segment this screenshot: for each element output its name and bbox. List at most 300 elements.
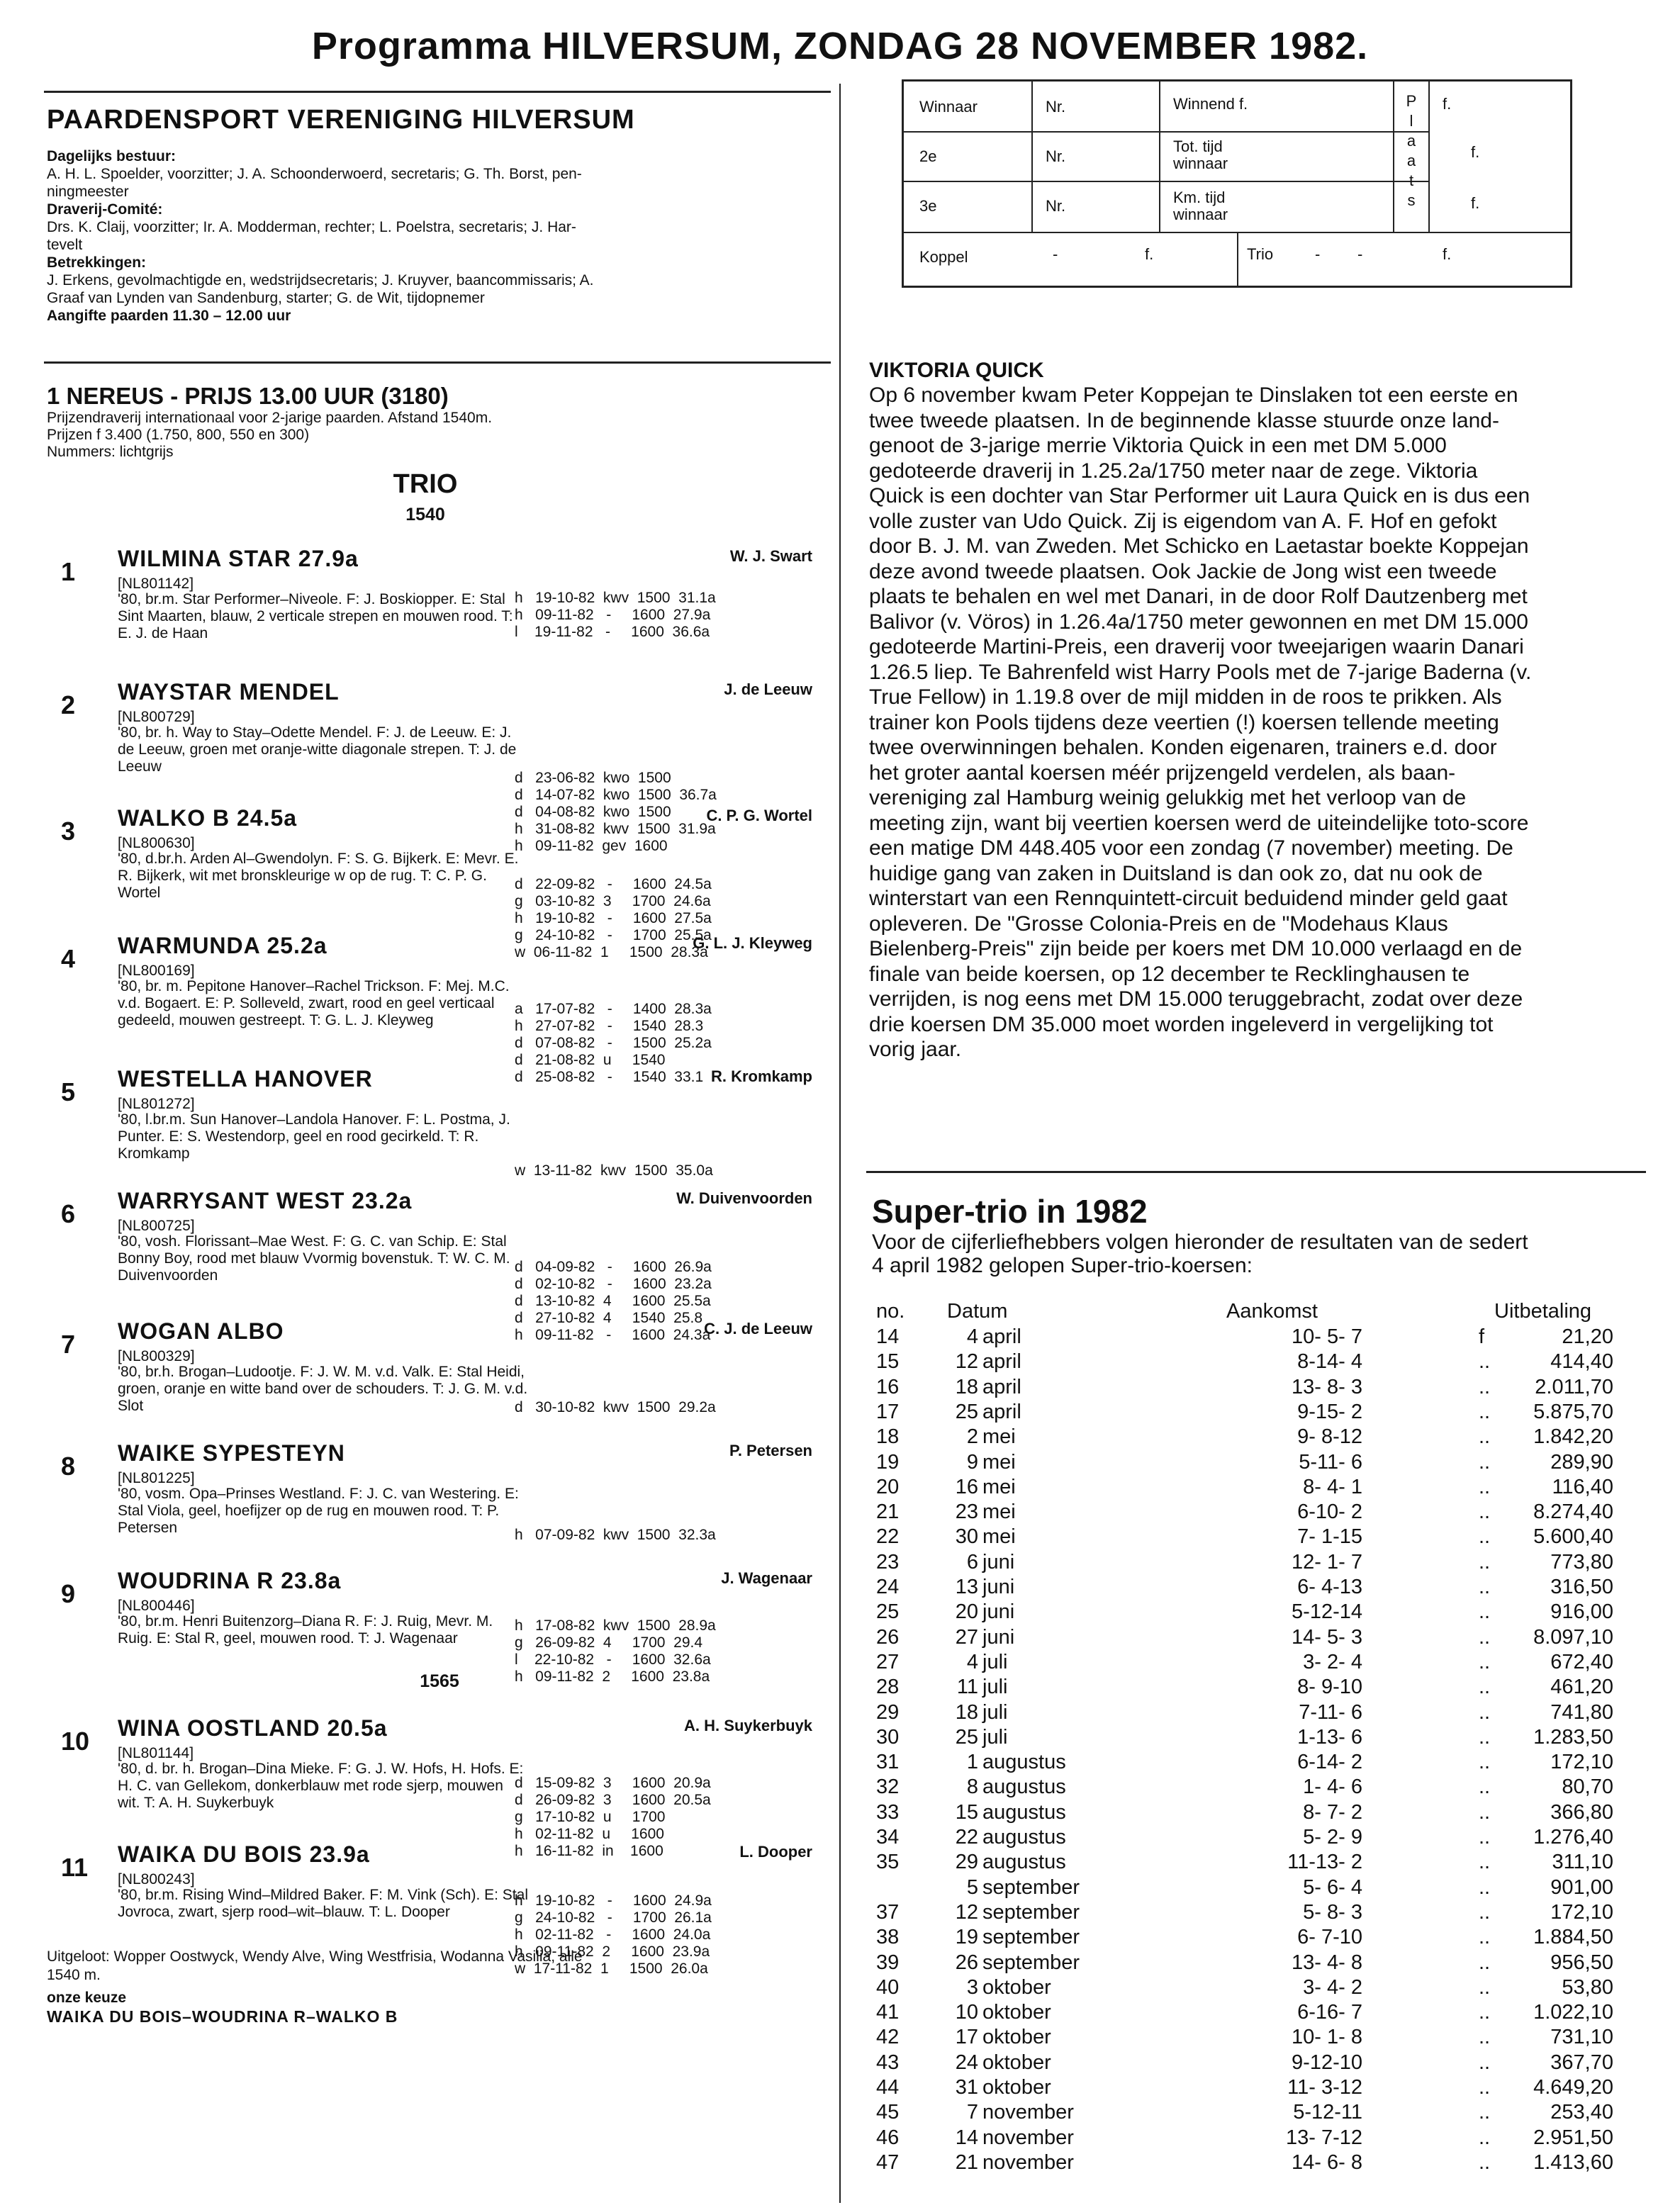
divider: [44, 91, 831, 93]
row-uitbetaling: 741,80: [1550, 1700, 1613, 1724]
horse-code: [NL800729]: [118, 709, 195, 725]
row-aankomst: 6-14- 2: [1297, 1751, 1362, 1774]
row-currency: ..: [1479, 1776, 1491, 1799]
supertrio-header: [872, 1192, 1616, 1277]
row-currency: ..: [1479, 1400, 1491, 1423]
distance-1565: 1565: [420, 1671, 459, 1691]
f-label: f.: [1471, 143, 1480, 161]
article-line: een matige DM 448.405 voor een zondag (7 november) meeting. De: [869, 836, 1513, 860]
row-month: november: [982, 2150, 1074, 2174]
article-line: genoot de 3-jarige merrie Viktoria Quick in een met DM 5.000: [869, 434, 1447, 457]
row-aankomst: 6- 4-13: [1297, 1576, 1362, 1598]
row-currency: ..: [1479, 1650, 1491, 1673]
row-day: 26: [955, 1951, 978, 1974]
performance-line: d 04-08-82 kwo 1500: [515, 804, 671, 820]
row-no: 44: [876, 2076, 900, 2099]
horse-entry: [47, 1440, 819, 1575]
article-line: True Fellow) in 1.19.8 over de mijl midden in de roos te prikken. Als: [869, 685, 1502, 709]
horse-number: 6: [61, 1199, 76, 1228]
horse-number: 11: [61, 1853, 89, 1882]
result-form: [902, 79, 1572, 288]
performance-line: g 26-09-82 4 1700 29.4: [515, 1634, 703, 1651]
article-line: volle zuster van Udo Quick. Zij is eigendom van A. F. Hof en gefokt: [869, 509, 1497, 533]
article-line: huidige gang van zaken in Duitsland is dan ook zo, dat nu ook de: [869, 861, 1483, 885]
row-aankomst: 3- 2- 4: [1303, 1650, 1362, 1673]
row-month: september: [982, 1875, 1080, 1899]
horse-code: [NL801142]: [118, 576, 194, 592]
row-no: 23: [876, 1550, 900, 1574]
row-no: 39: [876, 1951, 900, 1974]
horse-name: WAIKA DU BOIS 23.9a: [118, 1841, 370, 1867]
row-day: 9: [966, 1450, 978, 1474]
row-currency: ..: [1479, 1975, 1491, 1999]
row-uitbetaling: 8.274,40: [1533, 1501, 1613, 1524]
row-uitbetaling: 80,70: [1562, 1776, 1613, 1799]
article-line: winterstart van een Rennquintett-circuit beduidend minder geld gaat: [869, 887, 1508, 910]
row-aankomst: 14- 6- 8: [1292, 2150, 1362, 2174]
row-month: april: [982, 1400, 1021, 1423]
row-day: 11: [956, 1676, 978, 1699]
row-month: mei: [982, 1475, 1016, 1498]
tot-tijd-label: Tot. tijd: [1173, 138, 1223, 155]
row-day: 8: [966, 1776, 978, 1799]
horse-description: '80, d.br.h. Arden Al–Gwendolyn. F: S. G. Bijkerk. E: Mevr. E. R. Bijkerk, wit met bronskleurige w op de rug. T: C. P. G. Wortel: [118, 851, 519, 901]
horse-driver: A. H. Suykerbuyk: [684, 1717, 812, 1734]
article-line: verrijden, is nog eens met DM 15.000 teruggebracht, zodat over deze: [869, 987, 1523, 1011]
row-day: 25: [955, 1400, 978, 1423]
horse-code: [NL801225]: [118, 1470, 195, 1486]
row-aankomst: 14- 5- 3: [1292, 1625, 1362, 1649]
performance-line: h 09-11-82 - 1600 27.9a: [515, 607, 711, 623]
article-line: drie koersen DM 35.000 moet worden ingeleverd in vergelijking tot: [869, 1012, 1494, 1036]
article-line: finale van beide koersen, op 12 december te Recklinghausen te: [869, 962, 1470, 986]
horse-description: '80, br.m. Henri Buitenzorg–Diana R. F: J. Ruig, Mevr. M. Ruig. E: Stal R, geel, mouwen rood. T: J. Wagenaar: [118, 1613, 493, 1647]
row-no: 33: [876, 1800, 900, 1824]
performance-line: l 19-11-82 - 1600 36.6a: [515, 624, 710, 640]
performance-line: g 24-10-82 - 1700 25.5a: [515, 927, 712, 943]
row-aankomst: 7-11- 6: [1299, 1700, 1362, 1724]
row-aankomst: 5- 8- 3: [1303, 1900, 1362, 1924]
row-currency: ..: [1479, 1625, 1491, 1649]
row-day: 25: [955, 1725, 978, 1749]
row-currency: ..: [1479, 2026, 1491, 2049]
horse-number: 5: [61, 1077, 76, 1106]
plaats-letter: l: [1409, 112, 1413, 130]
row-uitbetaling: 916,00: [1550, 1600, 1613, 1624]
trio-dash-2: -: [1357, 245, 1363, 263]
row-no: 47: [876, 2150, 900, 2174]
row-uitbetaling: 172,10: [1550, 1900, 1613, 1924]
article-line: Bielenberg-Preis" zijn beide per koers met DM 10.000 verlaagd en de: [869, 937, 1523, 960]
horse-driver: L. Dooper: [739, 1843, 812, 1861]
row-uitbetaling: 901,00: [1550, 1875, 1613, 1899]
row-currency: ..: [1479, 2001, 1491, 2024]
row-currency: ..: [1479, 1501, 1491, 1524]
divider: [44, 361, 831, 364]
performance-line: h 19-10-82 - 1600 24.9a: [515, 1892, 712, 1909]
horse-performances: [515, 590, 716, 641]
row-month: augustus: [982, 1826, 1066, 1849]
row-month: april: [982, 1350, 1021, 1374]
row-currency: ..: [1479, 1826, 1491, 1849]
horse-name: WAYSTAR MENDEL: [118, 679, 340, 705]
row-aankomst: 9-15- 2: [1297, 1400, 1362, 1423]
info-line: A. H. L. Spoelder, voorzitter; J. A. Schoonderwoerd, secretaris; G. Th. Borst, pen-: [47, 166, 582, 182]
row-month: juli: [982, 1676, 1008, 1699]
row-currency: ..: [1479, 1800, 1491, 1824]
performance-line: g 17-10-82 u 1700: [515, 1809, 666, 1825]
km-tijd-label: Km. tijd: [1173, 189, 1226, 206]
row-day: 30: [955, 1525, 978, 1549]
row-aankomst: 13- 7-12: [1285, 2126, 1362, 2149]
row-currency: ..: [1479, 1550, 1491, 1574]
nr-label: Nr.: [1046, 197, 1066, 215]
horse-description: '80, l.br.m. Sun Hanover–Landola Hanover. F: L. Postma, J. Punter. E: S. Westendorp, geel en rood gecirkeld. T: R. Kromkamp: [118, 1111, 510, 1162]
row-month: oktober: [982, 2076, 1051, 2099]
row-month: mei: [982, 1525, 1016, 1549]
row-no: 26: [876, 1625, 900, 1649]
performance-line: h 02-11-82 u 1600: [515, 1826, 664, 1842]
row-no: 29: [876, 1700, 900, 1724]
row-aankomst: 12- 1- 7: [1292, 1550, 1362, 1574]
horse-number: 7: [61, 1330, 76, 1359]
row-month: november: [982, 2101, 1074, 2124]
horse-description: '80, vosm. Opa–Prinses Westland. F: J. C. van Westering. E: Stal Viola, geel, hoefijzer op de rug en mouwen rood. T: P. Petersen: [118, 1486, 519, 1536]
horse-code: [NL801272]: [118, 1096, 195, 1112]
derde-label: 3e: [919, 197, 937, 215]
col-datum: Datum: [947, 1300, 1008, 1323]
row-uitbetaling: 414,40: [1550, 1350, 1613, 1374]
row-day: 24: [955, 2051, 978, 2074]
performance-line: h 09-11-82 2 1600 23.9a: [515, 1943, 710, 1960]
trio-dash-1: -: [1315, 245, 1321, 263]
row-no: 24: [876, 1576, 900, 1598]
row-no: 30: [876, 1725, 900, 1749]
row-day: 16: [955, 1475, 978, 1498]
horse-number: 2: [61, 690, 76, 719]
row-month: april: [982, 1325, 1021, 1348]
row-aankomst: 10- 5- 7: [1292, 1325, 1362, 1348]
article-line: vorig jaar.: [869, 1038, 962, 1061]
horse-driver: C. P. G. Wortel: [706, 807, 812, 824]
performance-line: w 13-11-82 kwv 1500 35.0a: [515, 1162, 713, 1179]
row-day: 17: [955, 2026, 978, 2049]
article-body: [869, 383, 1620, 1062]
horse-code: [NL800243]: [118, 1871, 195, 1888]
plaats-letter: a: [1406, 132, 1416, 150]
row-uitbetaling: 1.842,20: [1533, 1425, 1613, 1449]
row-no: 14: [876, 1325, 900, 1348]
row-currency: ..: [1479, 1926, 1491, 1949]
horse-number: 8: [61, 1452, 76, 1481]
row-currency: ..: [1479, 1425, 1491, 1449]
performance-line: d 02-10-82 - 1600 23.2a: [515, 1276, 712, 1292]
row-uitbetaling: 672,40: [1550, 1650, 1613, 1673]
plaats-letter: s: [1407, 191, 1416, 209]
row-no: 25: [876, 1600, 900, 1624]
row-day: 23: [955, 1501, 978, 1524]
performance-line: h 27-07-82 - 1540 28.3: [515, 1018, 704, 1034]
row-no: 18: [876, 1425, 900, 1449]
performance-line: d 23-06-82 kwo 1500: [515, 770, 671, 786]
row-day: 20: [955, 1600, 978, 1624]
row-uitbetaling: 956,50: [1550, 1951, 1613, 1974]
race-header: [47, 383, 819, 461]
row-month: september: [982, 1900, 1080, 1924]
row-uitbetaling: 116,40: [1552, 1475, 1613, 1498]
uitgeloot-distance: 1540 m.: [47, 1967, 101, 1983]
performance-line: d 27-10-82 4 1540 25.8: [515, 1310, 703, 1326]
row-day: 12: [955, 1350, 978, 1374]
row-no: 15: [876, 1350, 900, 1374]
horse-number: 9: [61, 1579, 76, 1608]
koppel-f: f.: [1145, 245, 1154, 263]
row-uitbetaling: 316,50: [1550, 1576, 1613, 1598]
article-viktoria-quick: [869, 359, 1620, 1062]
row-currency: ..: [1479, 1676, 1491, 1699]
row-day: 1: [966, 1751, 978, 1774]
row-month: mei: [982, 1425, 1016, 1449]
supertrio-title: Super-trio in 1982: [872, 1193, 1148, 1230]
horse-performances: [515, 1162, 713, 1179]
row-month: augustus: [982, 1851, 1066, 1874]
row-day: 19: [955, 1926, 978, 1949]
row-aankomst: 11-13- 2: [1287, 1851, 1362, 1874]
row-day: 3: [966, 1975, 978, 1999]
info-line: Drs. K. Claij, voorzitter; Ir. A. Modderman, rechter; L. Poelstra, secretaris; J. Har-: [47, 219, 576, 235]
race-numbers: Nummers: lichtgrijs: [47, 444, 174, 460]
horse-driver: W. J. Swart: [729, 547, 812, 565]
supertrio-intro-2: 4 april 1982 gelopen Super-trio-koersen:: [872, 1254, 1253, 1277]
row-currency: ..: [1479, 2126, 1491, 2149]
row-currency: ..: [1479, 1751, 1491, 1774]
page-title: Programma HILVERSUM, ZONDAG 28 NOVEMBER 1982.: [311, 25, 1369, 67]
row-no: 45: [876, 2101, 900, 2124]
info-heading: Draverij-Comité:: [47, 201, 163, 218]
horse-driver: J. de Leeuw: [724, 680, 812, 698]
performance-line: h 09-11-82 2 1600 23.8a: [515, 1668, 710, 1685]
row-aankomst: 8- 4- 1: [1303, 1475, 1362, 1498]
row-month: november: [982, 2126, 1074, 2149]
row-aankomst: 9- 8-12: [1297, 1425, 1362, 1449]
performance-line: h 07-09-82 kwv 1500 32.3a: [515, 1527, 716, 1543]
horse-name: WARMUNDA 25.2a: [118, 933, 327, 958]
performance-line: g 03-10-82 3 1700 24.6a: [515, 893, 711, 909]
row-no: 22: [876, 1525, 900, 1549]
row-aankomst: 11- 3-12: [1287, 2076, 1362, 2099]
performance-line: h 17-08-82 kwv 1500 28.9a: [515, 1617, 716, 1634]
row-no: 35: [876, 1851, 900, 1874]
row-uitbetaling: 2.951,50: [1533, 2126, 1613, 2149]
row-day: 4: [966, 1650, 978, 1673]
row-day: 14: [955, 2126, 978, 2149]
row-currency: f: [1479, 1325, 1485, 1348]
performance-line: l 22-10-82 - 1600 32.6a: [515, 1651, 711, 1668]
row-no: 32: [876, 1776, 900, 1799]
row-no: 34: [876, 1826, 900, 1849]
row-aankomst: 5-12-14: [1292, 1600, 1362, 1624]
row-uitbetaling: 1.283,50: [1533, 1725, 1613, 1749]
row-aankomst: 1-13- 6: [1297, 1725, 1362, 1749]
row-month: juni: [982, 1625, 1015, 1649]
keuze-label: onze keuze: [47, 1990, 127, 2006]
uitgeloot: [47, 1948, 819, 2026]
row-aankomst: 13- 4- 8: [1292, 1951, 1362, 1974]
horse-description: '80, br. m. Pepitone Hanover–Rachel Trickson. F: Mej. M.C. v.d. Bogaert. E: P. Solleveld, zwart, rood en geel verticaal gedeeld, mouwen gestreept. T: G. L. J. Kleyweg: [118, 978, 510, 1028]
performance-line: d 13-10-82 4 1600 25.5a: [515, 1293, 711, 1309]
row-day: 13: [955, 1576, 978, 1598]
info-line: Graaf van Lynden van Sandenburg, starter; G. de Wit, tijdopnemer: [47, 290, 485, 306]
article-line: plaats te behalen en wel met Danari, in de door Rolf Dautzenberg met: [869, 585, 1528, 608]
performance-line: h 16-11-82 in 1600: [515, 1843, 663, 1859]
horse-code: [NL800630]: [118, 835, 195, 851]
performance-line: h 02-11-82 - 1600 24.0a: [515, 1926, 711, 1943]
race-title: 1 NEREUS - PRIJS 13.00 UUR (3180): [47, 383, 449, 409]
article-line: 1.26.5 liep. Te Bahrenfeld wist Harry Pools met de 7-jarige Baderna (v.: [869, 660, 1532, 684]
horse-name: WESTELLA HANOVER: [118, 1066, 373, 1092]
horse-performances: [515, 1399, 716, 1416]
koppel-dash: -: [1053, 245, 1058, 263]
keuze-text: WAIKA DU BOIS–WOUDRINA R–WALKO B: [47, 2007, 398, 2026]
row-day: 5: [966, 1875, 978, 1899]
horse-name: WOUDRINA R 23.8a: [118, 1568, 342, 1593]
horse-number: 4: [61, 944, 76, 973]
horse-code: [NL800329]: [118, 1348, 195, 1364]
article-line: deze avond tweede plaatsen. Ook Jackie de Jong wist een tweede: [869, 559, 1497, 583]
article-line: door B. J. M. van Zweden. Met Schicko en Laetastar boekte Koppejan: [869, 534, 1529, 558]
row-day: 12: [955, 1900, 978, 1924]
row-month: juli: [982, 1650, 1008, 1673]
row-currency: ..: [1479, 2076, 1491, 2099]
article-line: het groter aantal koersen méér prijzengeld verdelen, als baan-: [869, 761, 1456, 785]
horse-name: WILMINA STAR 27.9a: [118, 546, 359, 571]
row-aankomst: 6-10- 2: [1297, 1501, 1362, 1524]
article-line: gedoteerde draverij in 1.25.2a/1750 meter naar de zege. Viktoria: [869, 459, 1478, 483]
horse-name: WOGAN ALBO: [118, 1318, 284, 1344]
row-uitbetaling: 1.413,60: [1533, 2150, 1613, 2174]
koppel-label: Koppel: [919, 248, 968, 266]
row-currency: ..: [1479, 1450, 1491, 1474]
row-day: 2: [966, 1425, 978, 1449]
row-aankomst: 3- 4- 2: [1303, 1975, 1362, 1999]
performance-line: w 06-11-82 1 1500 28.3a: [515, 944, 708, 960]
article-line: trainer kon Pools tijdens deze veertien (!) koersen tellende meeting: [869, 710, 1499, 734]
row-month: augustus: [982, 1751, 1066, 1774]
performance-line: d 14-07-82 kwo 1500 36.7a: [515, 787, 717, 803]
row-currency: ..: [1479, 2101, 1491, 2124]
horse-number: 10: [61, 1727, 90, 1756]
club-info: [47, 147, 798, 325]
row-aankomst: 9-12-10: [1292, 2051, 1362, 2074]
distance-1540: 1540: [405, 505, 445, 525]
row-no: 40: [876, 1975, 900, 1999]
article-line: Balivor (v. Vöros) in 1.26.4a/1750 meter gewonnen en met DM 15.000: [869, 610, 1528, 634]
row-day: 18: [955, 1700, 978, 1724]
row-month: april: [982, 1375, 1021, 1398]
performance-line: h 19-10-82 kwv 1500 31.1a: [515, 590, 716, 606]
row-day: 29: [955, 1851, 978, 1874]
row-currency: ..: [1479, 1875, 1491, 1899]
row-no: 31: [876, 1751, 900, 1774]
row-uitbetaling: 311,10: [1552, 1851, 1613, 1874]
row-month: mei: [982, 1450, 1016, 1474]
row-no: 28: [876, 1676, 900, 1699]
row-uitbetaling: 8.097,10: [1533, 1625, 1613, 1649]
row-uitbetaling: 367,70: [1550, 2051, 1613, 2074]
horse-driver: P. Petersen: [729, 1442, 812, 1459]
row-month: oktober: [982, 2051, 1051, 2074]
performance-line: h 31-08-82 kwv 1500 31.9a: [515, 821, 716, 837]
row-aankomst: 7- 1-15: [1297, 1525, 1362, 1549]
performance-line: h 19-10-82 - 1600 27.5a: [515, 910, 712, 926]
race-prizes: Prijzen f 3.400 (1.750, 800, 550 en 300): [47, 427, 310, 443]
performance-line: d 07-08-82 - 1500 25.2a: [515, 1035, 712, 1051]
row-uitbetaling: 53,80: [1562, 1975, 1613, 1999]
plaats-letter: a: [1406, 152, 1416, 169]
row-aankomst: 5- 2- 9: [1303, 1826, 1362, 1849]
row-month: september: [982, 1951, 1080, 1974]
row-aankomst: 5-12-11: [1293, 2101, 1362, 2124]
row-no: 37: [876, 1900, 900, 1924]
row-day: 18: [955, 1375, 978, 1398]
article-line: Op 6 november kwam Peter Koppejan te Dinslaken tot een eerste en: [869, 383, 1518, 407]
col-no: no.: [876, 1300, 905, 1323]
f-label: f.: [1443, 95, 1452, 113]
horse-code: [NL800725]: [118, 1218, 195, 1234]
row-no: 20: [876, 1475, 900, 1498]
col-aankomst: Aankomst: [1226, 1300, 1318, 1323]
row-uitbetaling: 731,10: [1550, 2026, 1613, 2049]
horse-driver: J. Wagenaar: [721, 1569, 812, 1587]
performance-line: d 26-09-82 3 1600 20.5a: [515, 1792, 711, 1808]
plaats-letter: P: [1406, 92, 1417, 110]
performance-line: g 24-10-82 - 1700 26.1a: [515, 1909, 712, 1926]
horse-entry: [47, 546, 819, 680]
row-currency: ..: [1479, 1851, 1491, 1874]
horse-number: 1: [61, 557, 76, 586]
performance-line: w 17-11-82 1 1500 26.0a: [515, 1961, 708, 1977]
winnaar-label: Winnaar: [919, 98, 978, 116]
row-month: juli: [982, 1725, 1008, 1749]
f-label: f.: [1471, 194, 1480, 212]
article-line: gedoteerde Martini-Preis, een draverij voor tweejarigen waarin Danari: [869, 635, 1524, 658]
row-aankomst: 13- 8- 3: [1292, 1375, 1362, 1398]
row-currency: ..: [1479, 1900, 1491, 1924]
row-uitbetaling: 1.276,40: [1533, 1826, 1613, 1849]
row-currency: ..: [1479, 1475, 1491, 1498]
winnaar-sub-label: winnaar: [1173, 155, 1228, 172]
horse-entry: [47, 1568, 819, 1703]
row-aankomst: 8- 9-10: [1297, 1676, 1362, 1699]
row-day: 22: [955, 1826, 978, 1849]
row-month: oktober: [982, 1975, 1051, 1999]
row-aankomst: 5-11- 6: [1299, 1450, 1362, 1474]
horse-number: 3: [61, 817, 76, 846]
horse-name: WAIKE SYPESTEYN: [118, 1440, 345, 1466]
horse-name: WALKO B 24.5a: [118, 805, 298, 831]
row-currency: ..: [1479, 1600, 1491, 1624]
club-name: PAARDENSPORT VERENIGING HILVERSUM: [47, 105, 635, 135]
article-line: vereniging zal Hamburg weinig gelukkig met het verloop van de: [869, 786, 1467, 809]
trio-f: f.: [1443, 245, 1452, 263]
race-conditions: Prijzendraverij internationaal voor 2-jarige paarden. Afstand 1540m.: [47, 410, 493, 426]
info-line: ningmeester: [47, 184, 129, 200]
col-uitbetaling: Uitbetaling: [1494, 1300, 1592, 1323]
row-aankomst: 5- 6- 4: [1303, 1875, 1362, 1899]
performance-line: d 15-09-82 3 1600 20.9a: [515, 1775, 711, 1791]
plaats-label: [1404, 91, 1418, 211]
horse-name: WARRYSANT WEST 23.2a: [118, 1188, 413, 1213]
